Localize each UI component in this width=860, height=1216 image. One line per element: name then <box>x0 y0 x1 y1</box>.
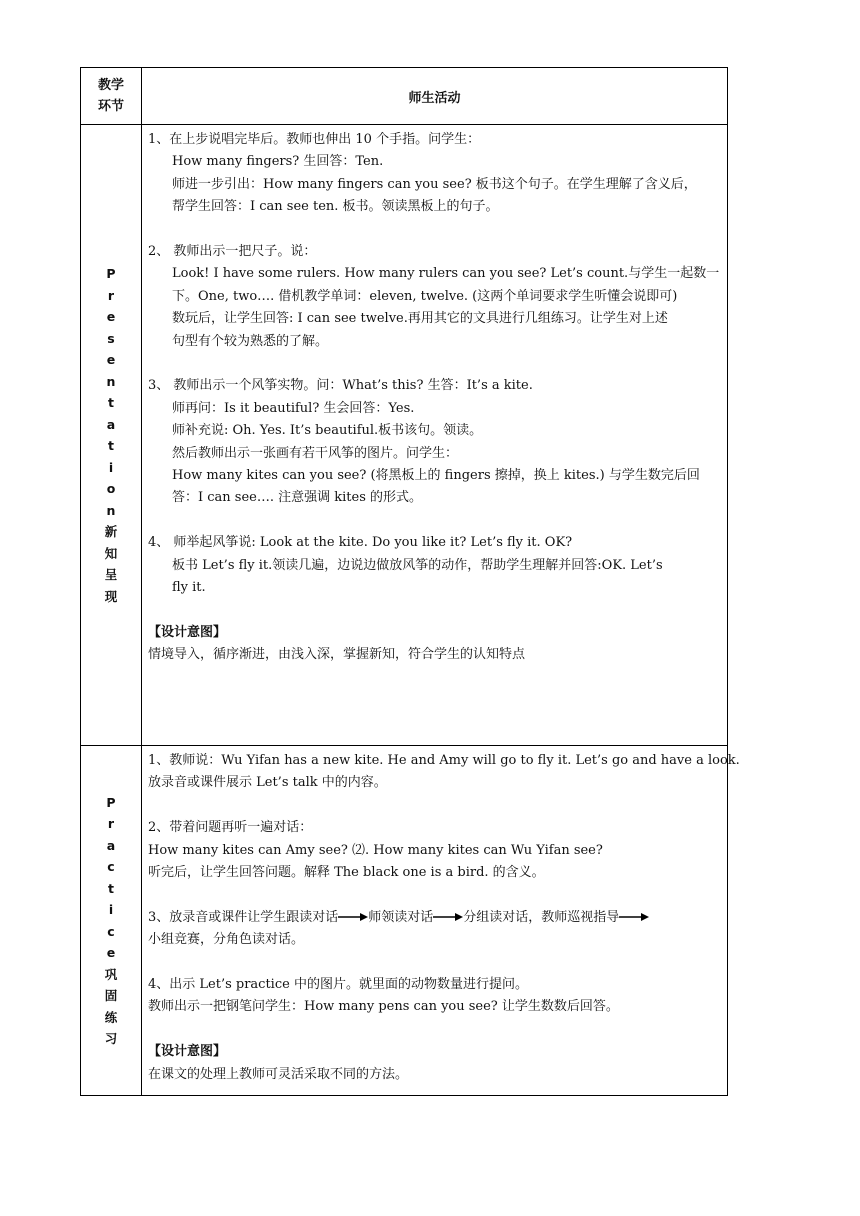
header-stage-line1: 教学 <box>97 78 124 93</box>
text-line: 然后教师出示一张画有若干风筝的图片。问学生： <box>172 445 459 461</box>
header-stage-cell <box>81 68 142 125</box>
label-char: r <box>107 816 115 831</box>
text-line: How many fingers? 生回答：Ten. <box>172 154 384 170</box>
text-line: 3、 教师出示一个风筝实物。问：What’s this? 生答：It’s a kite. <box>148 378 533 394</box>
text-line: 2、 教师出示一把尺子。说： <box>148 244 317 260</box>
header-activity-title: 师生活动 <box>408 90 461 106</box>
label-char: e <box>106 309 116 324</box>
label-char: e <box>106 352 116 367</box>
label-char: n <box>106 373 116 389</box>
label-char: r <box>107 287 115 303</box>
presentation-label <box>81 125 142 746</box>
label-char: P <box>106 266 116 281</box>
text-line: 板书 Let’s fly it.领读几遍，边说边做放风筝的动作，帮助学生理解并回答:OK. Let’s <box>172 557 663 573</box>
text-line: 师补充说: Oh. Yes. It’s beautiful.板书该句。领读。 <box>172 423 483 439</box>
text-line: 1、在上步说唱完毕后。教师也伸出 10 个手指。问学生： <box>148 132 481 147</box>
header-row <box>81 68 728 125</box>
label-char: t <box>108 395 114 410</box>
text-line: 答：I can see…. 注意强调 kites 的形式。 <box>172 490 423 506</box>
design-intent-text: 在课文的处理上教师可灵活采取不同的方法。 <box>148 1066 409 1082</box>
label-char: a <box>106 837 116 853</box>
label-char: i <box>108 459 114 475</box>
right-arrow-icon <box>433 912 463 922</box>
text-line: How many kites can you see? (将黑板上的 fingers 擦掉，换上 kites.) 与学生数完后回 <box>172 468 700 484</box>
flow-step-3: 分组读对话，教师巡视指导 <box>463 909 620 925</box>
presentation-row <box>81 125 728 746</box>
right-arrow-icon <box>619 912 649 922</box>
text-line: 4、出示 Let’s practice 中的图片。就里面的动物数量进行提问。 <box>148 977 528 993</box>
lesson-plan-table <box>80 67 740 1096</box>
label-char: i <box>108 902 114 917</box>
text-line: 句型有个较为熟悉的了解。 <box>172 333 329 349</box>
label-char: 习 <box>104 1031 118 1046</box>
practice-content <box>142 746 740 1096</box>
label-char: n <box>106 502 116 518</box>
practice-row <box>81 746 728 1096</box>
label-char: c <box>107 859 115 874</box>
label-char: t <box>108 880 114 896</box>
label-char: 呈 <box>104 567 118 582</box>
label-char: 新 <box>104 524 118 539</box>
header-stage-line2: 环节 <box>97 99 124 114</box>
text-line: How many kites can Amy see? ⑵. How many kites can Wu Yifan see? <box>148 842 603 858</box>
label-char: 知 <box>104 545 118 561</box>
design-intent-heading: 【设计意图】 <box>148 1044 227 1060</box>
label-char: t <box>108 438 114 453</box>
label-char: 巩 <box>104 966 118 982</box>
text-line: 1、教师说：Wu Yifan has a new kite. He and Amy will go to fly it. Let’s go and have a look. <box>148 753 740 768</box>
text-line: 师再问：Is it beautiful? 生会回答：Yes. <box>172 400 415 416</box>
right-arrow-icon <box>338 912 368 922</box>
label-char: o <box>106 481 116 496</box>
text-line: 数玩后，让学生回答: I can see twelve.再用其它的文具进行几组练习。让学生对上述 <box>172 311 668 327</box>
text-line: 放录音或课件展示 Let’s talk 中的内容。 <box>148 775 387 791</box>
text-line: 2、带着问题再听一遍对话： <box>148 820 313 836</box>
text-line: 教师出示一把钢笔问学生：How many pens can you see? 让学生数数后回答。 <box>148 999 619 1015</box>
header-activity-cell <box>142 68 728 125</box>
flow-line <box>148 907 721 929</box>
text-line: 帮学生回答：I can see ten. 板书。领读黑板上的句子。 <box>172 199 499 215</box>
design-intent-heading: 【设计意图】 <box>148 624 227 640</box>
label-char: 固 <box>104 988 118 1003</box>
label-char: P <box>106 794 116 810</box>
text-line: fly it. <box>172 580 206 596</box>
text-line: Look! I have some rulers. How many rulers can you see? Let’s count.与学生一起数一 <box>172 266 720 282</box>
practice-label <box>81 746 142 1096</box>
text-line: 4、 师举起风筝说: Look at the kite. Do you like it? Let’s fly it. OK? <box>148 535 573 551</box>
flow-step-2: 师领读对话 <box>368 909 434 925</box>
text-line: 师进一步引出：How many fingers can you see? 板书这个句子。在学生理解了含义后， <box>172 176 697 192</box>
label-char: c <box>107 923 115 939</box>
presentation-content <box>142 125 728 746</box>
text-line: 小组竞赛，分角色读对话。 <box>148 932 305 948</box>
label-char: a <box>106 416 116 432</box>
text-line: 听完后，让学生回答问题。解释 The black one is a bird. 的含义。 <box>148 865 545 881</box>
label-char: 练 <box>104 1009 118 1025</box>
text-line: 下。One, two…. 借机教学单词：eleven, twelve. (这两个单词要求学生听懂会说即可) <box>172 288 678 304</box>
design-intent-text: 情境导入，循序渐进，由浅入深，掌握新知，符合学生的认知特点 <box>148 647 526 663</box>
flow-step-1: 3、放录音或课件让学生跟读对话 <box>148 909 339 925</box>
label-char: 现 <box>104 588 118 604</box>
label-char: e <box>106 945 116 960</box>
label-char: s <box>107 330 115 346</box>
